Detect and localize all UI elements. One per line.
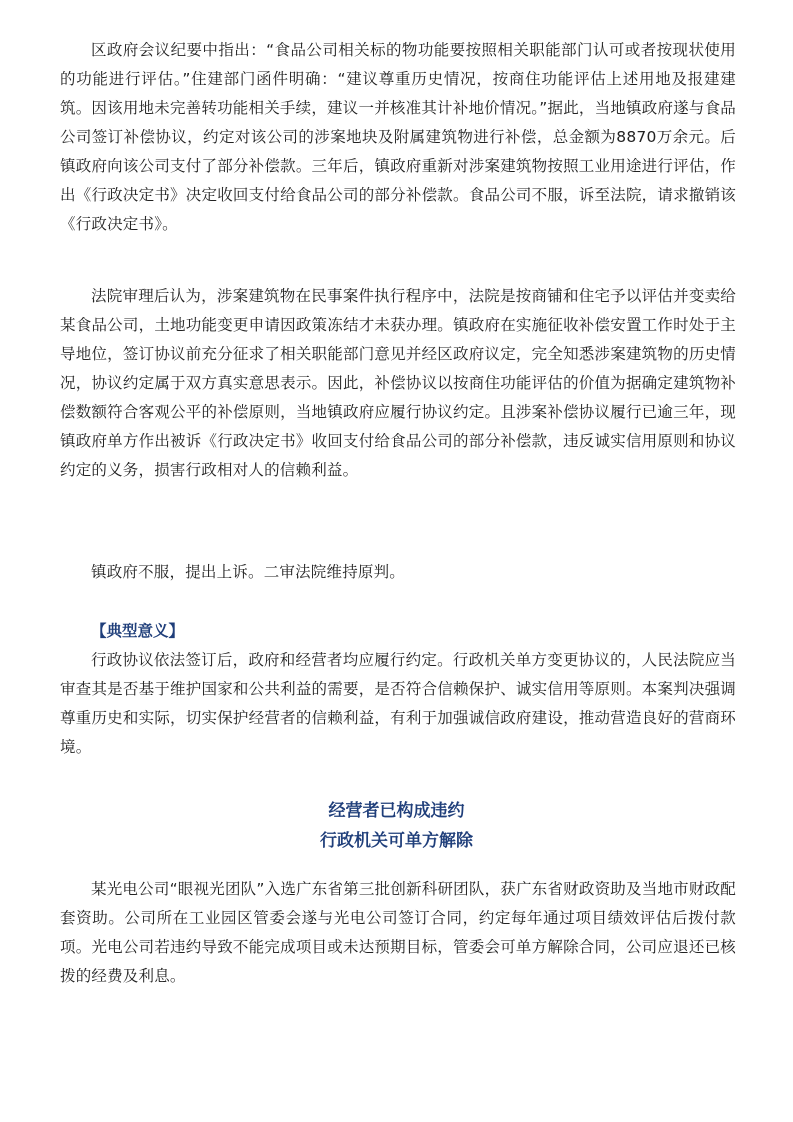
case1-paragraph-2: 法院审理后认为，涉案建筑物在民事案件执行程序中，法院是按商铺和住宅予以评估并变卖给某食品公司，土地功能变更申请因政策冻结才未获办理。镇政府在实施征收补偿安置工作时处于主导地位，签订协议前充分征求了相关职能部门意见并经区政府议定，完全知悉涉案建筑物的历史情况，协议约定属于双方真实意思表示。因此，补偿协议以按商住功能评估的价值为据确定建筑物补偿数额符合客观公平的补偿原则，当地镇政府应履行协议约定。且涉案补偿协议履行已逾三年，现镇政府单方作出被诉《行政决定书》收回支付给食品公司的部分补偿款，违反诚实信用原则和协议约定的义务，损害行政相对人的信赖利益。 (60, 287, 736, 479)
case1-paragraph-1: 区政府会议纪要中指出：“食品公司相关标的物功能要按照相关职能部门认可或者按现状使用的功能进行评估。”住建部门函件明确：“建议尊重历史情况，按商住功能评估上述用地及报建建筑。因该用地未完善转功能相关手续，建议一并核准其计补地价情况。”据此，当地镇政府遂与食品公司签订补偿协议，约定对该公司的涉案地块及附属建筑物进行补偿，总金额为8870万余元。后镇政府向该公司支付了部分补偿款。三年后，镇政府重新对涉案建筑物按照工业用途进行评估，作出《行政决定书》决定收回支付给食品公司的部分补偿款。食品公司不服，诉至法院，请求撤销该《行政决定书》。 (60, 41, 736, 233)
case2-paragraph: 某光电公司“眼视光团队”入选广东省第三批创新科研团队，获广东省财政资助及当地市财政配套资助。公司所在工业园区管委会遂与光电公司签订合同，约定每年通过项目绩效评估后拨付款项。光电公司若违约导致不能完成项目或未达预期目标，管委会可单方解除合同，公司应退还已核拨的经费及利息。 (60, 880, 736, 985)
significance-text: 行政协议依法签订后，政府和经营者均应履行约定。行政机关单方变更协议的，人民法院应当审查其是否基于维护国家和公共利益的需要，是否符合信赖保护、诚实信用等原则。本案判决强调尊重历史和实际，切实保护经营者的信赖利益，有利于加强诚信政府建设，推动营造良好的营商环境。 (60, 651, 736, 756)
case1-paragraph-3: 镇政府不服，提出上诉。二审法院维持原判。 (91, 563, 406, 581)
case2-title-line-2: 行政机关可单方解除 (320, 831, 473, 851)
significance-heading: 【典型意义】 (91, 622, 185, 640)
case2-title-line-1: 经营者已构成违约 (328, 801, 465, 821)
